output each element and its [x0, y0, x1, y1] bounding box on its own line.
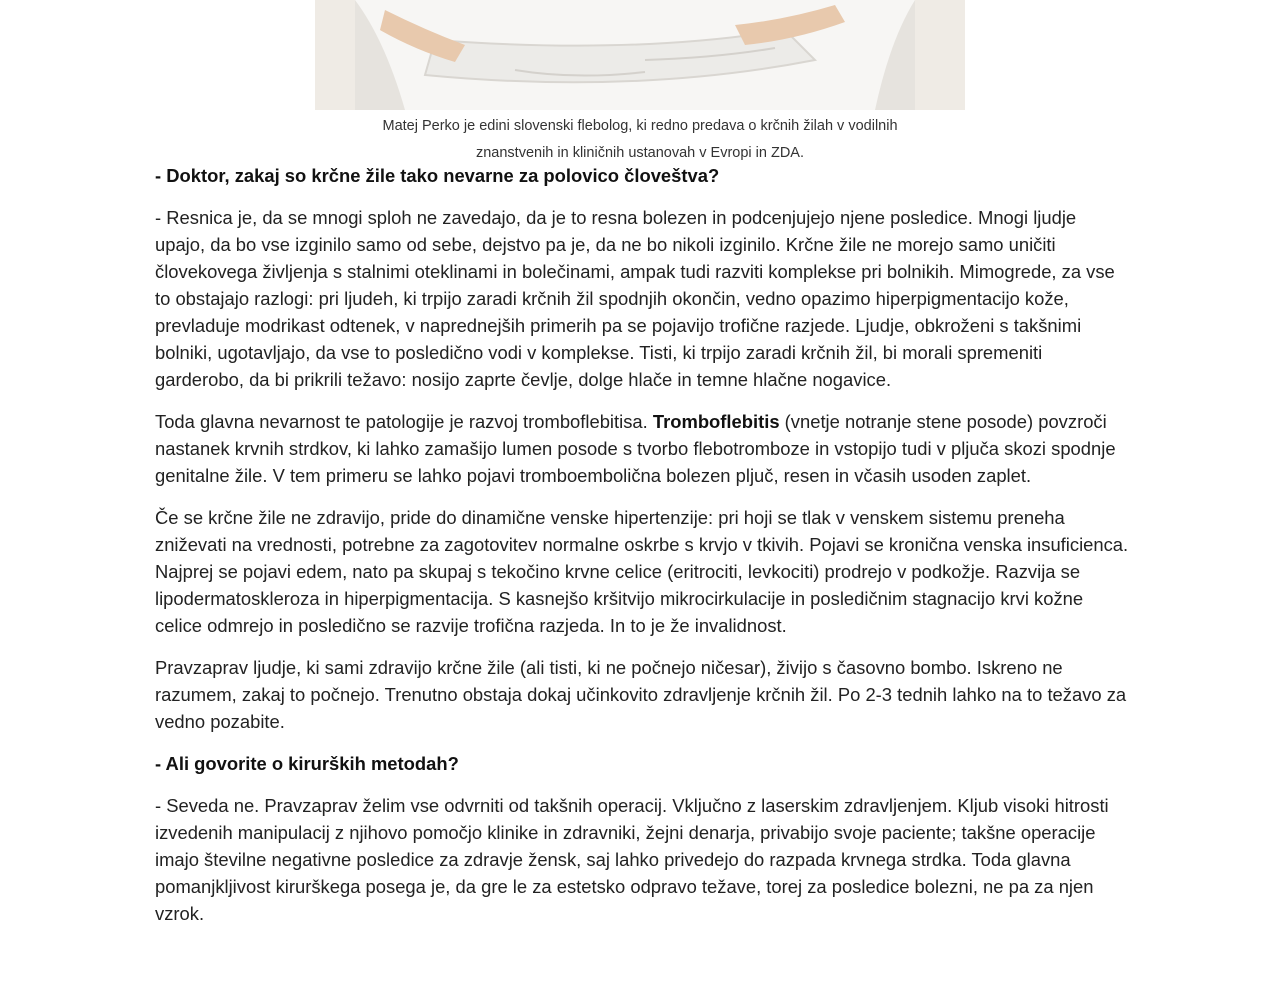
- doctor-photo: [315, 0, 965, 110]
- question-heading-1: - Doktor, zakaj so krčne žile tako nevarne za polovico človeštva?: [155, 165, 720, 186]
- caption-line-2: znanstvenih in kliničnih ustanovah v Evropi in ZDA.: [475, 145, 805, 161]
- caption-line-1: Matej Perko je edini slovenski flebolog, ki redno predava o krčnih žilah v vodilnih: [382, 118, 898, 134]
- paragraph-2-rest: (vnetje notranje stene posode) povzroči nastanek krvnih strdkov, ki lahko zamašijo lumen posode s tvorbo flebotromboze in vstopijo tudi v pljuča skozi spodnje genitalne žile. V tem primeru se lahko pojavi tromboembolična bolezen pljuč, resen in včasih usoden zaplet.: [155, 411, 1116, 486]
- paragraph-3: Če se krčne žile ne zdravijo, pride do dinamične venske hipertenzije: pri hoji se tlak v venskem sistemu preneha zniževati na vrednosti, potrebne za zagotovitev normalne oskrbe s krvjo v tkivih. Pojavi se kronična venska insuficienca. Najprej se pojavi edem, nato pa skupaj s tekočino krvne celice (eritrociti, levkociti) prodrejo v podkožje. Razvija se lipodermatoskleroza in hiperpigmentacija. S kasnejšo kršitvijo mikrocirkulacije in posledičnim stagnacijo krvi kožne celice odmrejo in posledično se razvije trofična razjeda. In to je že invalidnost.: [155, 507, 1129, 636]
- article-body: [155, 162, 1130, 942]
- paragraph-2-intro: Toda glavna nevarnost te patologije je razvoj tromboflebitisa.: [155, 411, 653, 432]
- question-heading-2: - Ali govorite o kirurških metodah?: [155, 753, 459, 774]
- paragraph-2-bold-term: Tromboflebitis: [652, 411, 780, 432]
- photo-caption: [315, 113, 965, 167]
- paragraph-1: - Resnica je, da se mnogi sploh ne zavedajo, da je to resna bolezen in podcenjujejo njene posledice. Mnogi ljudje upajo, da bo vse izginilo samo od sebe, dejstvo pa je, da ne bo nikoli izginilo. Krčne žile ne morejo samo uničiti človekovega življenja s stalnimi oteklinami in bolečinami, ampak tudi razviti komplekse pri bolnikih. Mimogrede, za vse to obstajajo razlogi: pri ljudeh, ki trpijo zaradi krčnih žil spodnjih okončin, vedno opazimo hiperpigmentacijo kože, prevladuje modrikast odtenek, v naprednejših primerih pa se pojavijo trofične razjede. Ljudje, obkroženi s takšnimi bolniki, ugotavljajo, da vse to posledično vodi v komplekse. Tisti, ki trpijo zaradi krčnih žil, bi morali spremeniti garderobo, da bi prikrili težavo: nosijo zaprte čevlje, dolge hlače in temne hlačne nogavice.: [155, 207, 1115, 390]
- doctor-photo-icon: [315, 0, 965, 110]
- paragraph-5: - Seveda ne. Pravzaprav želim vse odvrniti od takšnih operacij. Vključno z laserskim zdravljenjem. Kljub visoki hitrosti izvedenih manipulacij z njihovo pomočjo klinike in zdravniki, žejni denarja, privabijo svoje paciente; takšne operacije imajo številne negativne posledice za zdravje žensk, saj lahko privedejo do razpada krvnega strdka. Toda glavna pomanjkljivost kirurškega posega je, da gre le za estetsko odpravo težave, torej za posledice bolezni, ne pa za njen vzrok.: [155, 795, 1109, 924]
- paragraph-4: Pravzaprav ljudje, ki sami zdravijo krčne žile (ali tisti, ki ne počnejo ničesar), živijo s časovno bombo. Iskreno ne razumem, zakaj to počnejo. Trenutno obstaja dokaj učinkovito zdravljenje krčnih žil. Po 2-3 tednih lahko na to težavo za vedno pozabite.: [155, 657, 1127, 732]
- paragraph-2: [155, 408, 1130, 489]
